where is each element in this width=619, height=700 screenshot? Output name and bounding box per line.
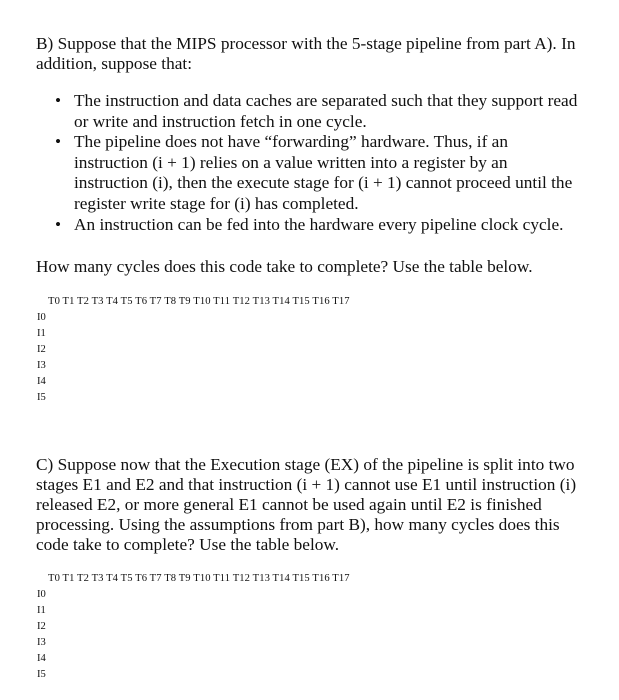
table-row-label: I1 [37,328,46,339]
table-row-label: I4 [37,376,46,387]
table-row-label: I4 [37,653,46,664]
table-row-label: I3 [37,360,46,371]
assumption-text: The instruction and data caches are separated such that they support read or write and instruction fetch in one cycle. [74,91,578,131]
assumption-text: The pipeline does not have “forwarding” hardware. Thus, if an instruction (i + 1) relies on a value written into a register by an instruction (i), then the execute stage for (i + 1) cannot proceed until the register write stage for (i) has completed. [74,132,573,213]
table-row-label: I5 [37,392,46,403]
part-b-table-header: T0 T1 T2 T3 T4 T5 T6 T7 T8 T9 T10 T11 T12 T13 T14 T15 T16 T17 [48,296,350,307]
assumption-item [55,132,585,214]
table-row-label: I0 [37,589,46,600]
assumption-item [55,215,585,236]
table-row-label: I0 [37,312,46,323]
part-c-text: C) Suppose now that the Execution stage (EX) of the pipeline is split into two stages E1 and E2 and that instruction (i + 1) cannot use E1 until instruction (i) released E2, or more general E1 cannot be used again until E2 is finished processing. Using the assumptions from part B), how many cycles does this code take to complete? Use the table below. [36,455,577,554]
assumption-list [55,91,585,235]
table-row-label: I2 [37,344,46,355]
assumption-item [55,91,585,132]
part-b-question: How many cycles does this code take to complete? Use the table below. [36,257,533,276]
bullet-icon: • [55,91,62,110]
part-b-intro-line1: B) Suppose that the MIPS processor with the 5-stage pipeline from part A). In [36,34,576,53]
part-b-intro [36,34,596,74]
assumption-text: An instruction can be fed into the hardware every pipeline clock cycle. [74,214,564,234]
part-c-table-rows [37,587,46,683]
part-c-table-header: T0 T1 T2 T3 T4 T5 T6 T7 T8 T9 T10 T11 T12 T13 T14 T15 T16 T17 [48,573,350,584]
part-b-table-rows [37,310,46,406]
table-row-label: I5 [37,669,46,680]
table-row-label: I3 [37,637,46,648]
table-row-label: I1 [37,605,46,616]
bullet-icon: • [55,214,62,234]
table-row-label: I2 [37,621,46,632]
part-b-intro-line2: addition, suppose that: [36,54,192,73]
bullet-icon: • [55,132,62,152]
